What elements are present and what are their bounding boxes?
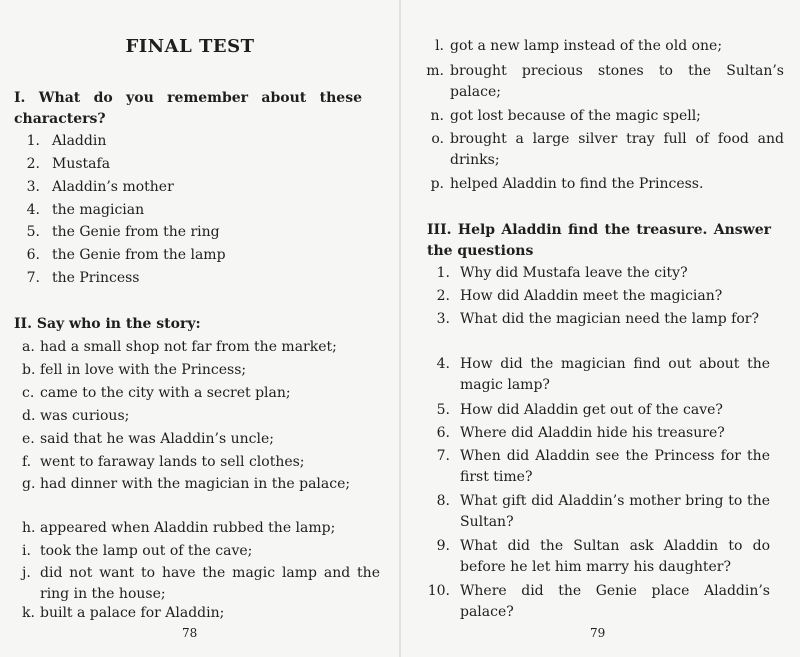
item-marker: g.: [22, 476, 36, 492]
item-text: the Genie from the lamp: [52, 247, 226, 263]
item-text: had dinner with the magician in the palace;: [40, 476, 351, 492]
item-text: fell in love with the Princess;: [40, 362, 247, 378]
item-text: said that he was Aladdin’s uncle;: [40, 431, 274, 447]
item-marker: o.: [431, 131, 444, 147]
section3-heading-line1: III. Help Aladdin find the treasure. Answer: [427, 222, 771, 238]
item-marker: b.: [22, 362, 36, 378]
section1-heading-line1: I. What do you remember about these: [14, 90, 362, 106]
item-marker: 6.: [436, 425, 450, 441]
item-marker: 1.: [436, 265, 450, 281]
item-marker: 2.: [436, 288, 450, 304]
section3-heading-line2: the questions: [427, 243, 534, 259]
item-text: When did Aladdin see the Princess for the first time?: [460, 448, 770, 485]
item-text: came to the city with a secret plan;: [40, 385, 291, 401]
item-marker: i.: [22, 543, 31, 559]
item-marker: n.: [430, 108, 444, 124]
item-marker: 8.: [436, 493, 450, 509]
item-text: How did the magician find out about the magic lamp?: [460, 356, 770, 393]
item-text: got a new lamp instead of the old one;: [450, 38, 723, 54]
item-marker: 3.: [436, 311, 450, 327]
item-text: had a small shop not far from the market;: [40, 339, 337, 355]
item-marker: 2.: [26, 156, 40, 172]
item-marker: 3.: [26, 179, 40, 195]
item-text: Where did the Genie place Aladdin’s palace?: [460, 583, 770, 620]
item-marker: 10.: [427, 583, 450, 599]
item-text: did not want to have the magic lamp and the ring in the house;: [40, 565, 380, 602]
item-marker: m.: [426, 63, 444, 79]
right-page: [400, 0, 800, 657]
item-text: brought a large silver tray full of food and drinks;: [450, 131, 784, 168]
page-number: 78: [182, 626, 198, 640]
item-text: What gift did Aladdin’s mother bring to the Sultan?: [460, 493, 770, 530]
item-text: Where did Aladdin hide his treasure?: [460, 425, 725, 441]
item-marker: 1.: [26, 133, 40, 149]
item-text: What did the Sultan ask Aladdin to do before he let him marry his daughter?: [460, 538, 770, 575]
item-marker: e.: [22, 431, 35, 447]
item-marker: l.: [435, 38, 444, 54]
item-text: How did Aladdin get out of the cave?: [460, 402, 723, 418]
item-text: built a palace for Aladdin;: [40, 605, 225, 621]
item-marker: k.: [22, 605, 35, 621]
item-text: was curious;: [40, 408, 130, 424]
item-marker: 4.: [26, 202, 40, 218]
item-text: Aladdin’s mother: [52, 179, 174, 195]
item-marker: p.: [430, 176, 444, 192]
item-text: Mustafa: [52, 156, 111, 172]
item-marker: 5.: [436, 402, 450, 418]
section1-heading: [14, 88, 362, 130]
item-marker: 7.: [436, 448, 450, 464]
item-text: How did Aladdin meet the magician?: [460, 288, 723, 304]
section1-heading-line2: characters?: [14, 111, 106, 127]
item-marker: d.: [22, 408, 36, 424]
item-text: the Genie from the ring: [52, 224, 220, 240]
item-text: the magician: [52, 202, 145, 218]
section2-heading: II. Say who in the story:: [14, 316, 201, 332]
item-text: brought precious stones to the Sultan’s palace;: [450, 63, 784, 100]
item-marker: 5.: [26, 224, 40, 240]
item-marker: 6.: [26, 247, 40, 263]
item-marker: 7.: [26, 270, 40, 286]
item-text: got lost because of the magic spell;: [450, 108, 701, 124]
item-text: Why did Mustafa leave the city?: [460, 265, 688, 281]
item-marker: h.: [22, 520, 36, 536]
item-marker: c.: [22, 385, 35, 401]
item-text: What did the magician need the lamp for?: [460, 311, 759, 327]
page-number: 79: [590, 626, 606, 640]
item-marker: 9.: [436, 538, 450, 554]
item-text: helped Aladdin to find the Princess.: [450, 176, 704, 192]
item-text: went to faraway lands to sell clothes;: [40, 454, 305, 470]
section3-heading: [427, 220, 771, 262]
item-text: appeared when Aladdin rubbed the lamp;: [40, 520, 336, 536]
item-marker: f.: [22, 454, 32, 470]
item-text: took the lamp out of the cave;: [40, 543, 253, 559]
item-marker: j.: [22, 565, 31, 581]
item-text: Aladdin: [52, 133, 107, 149]
item-text: the Princess: [52, 270, 140, 286]
page-title: FINAL TEST: [125, 36, 255, 57]
item-marker: a.: [22, 339, 35, 355]
item-marker: 4.: [436, 356, 450, 372]
